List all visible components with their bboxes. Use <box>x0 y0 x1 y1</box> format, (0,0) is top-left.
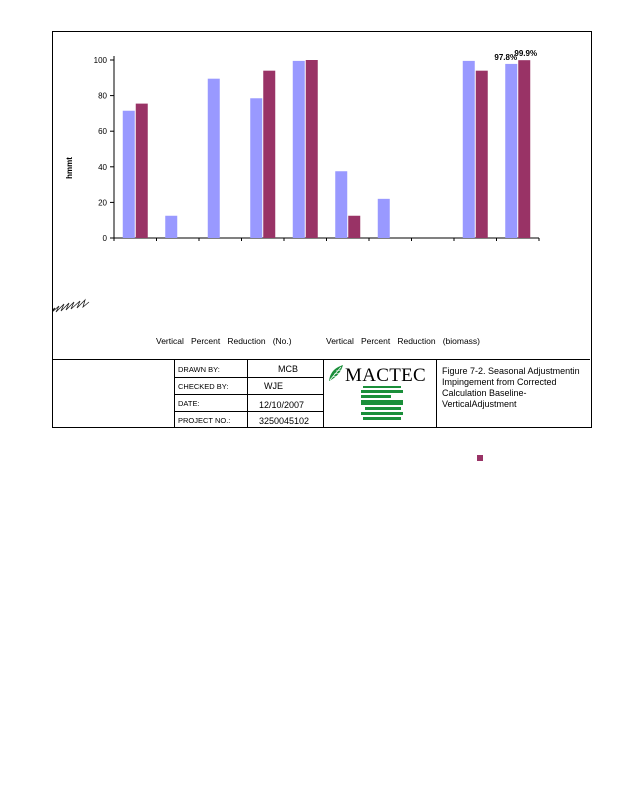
checked-by-value: WJE <box>264 381 283 391</box>
y-tick-label: 100 <box>93 56 107 65</box>
bar-series1-cat7 <box>378 199 390 238</box>
checked-by-label: CHECKED BY: <box>178 382 229 391</box>
drawn-by-label: DRAWN BY: <box>178 365 220 374</box>
y-tick-label: 40 <box>98 162 107 172</box>
legend-entry-number: Vertical Percent Reduction (No.) <box>156 336 292 346</box>
bar-series1-cat6 <box>335 171 347 238</box>
data-label: 99.9% <box>514 49 538 59</box>
bar-series1-cat5 <box>293 61 305 238</box>
chart-labels <box>494 49 537 62</box>
y-axis-label: hmmt <box>65 157 74 179</box>
legend-entry-biomass: Vertical Percent Reduction (biomass) <box>326 336 481 346</box>
bar-series2-cat5 <box>306 60 318 238</box>
date-value: 12/10/2007 <box>259 400 305 410</box>
bar-series2-cat4 <box>263 71 275 238</box>
bar-series1-cat1 <box>123 111 135 238</box>
bar-series2-cat10 <box>518 60 530 238</box>
bar-series1-cat10 <box>505 64 517 238</box>
y-tick-label: 0 <box>102 234 107 243</box>
chart-frame <box>52 31 592 428</box>
project-value: 3250045102 <box>259 416 310 426</box>
chart-bars <box>123 60 531 238</box>
title-block <box>53 359 590 428</box>
bar-series1-cat2 <box>165 216 177 238</box>
mactec-stripe-logo-icon <box>361 386 403 424</box>
bar-series2-cat6 <box>348 216 360 238</box>
bar-series2-cat1 <box>136 104 148 238</box>
company-logo-text: MACTEC <box>345 365 426 386</box>
bar-series1-cat9 <box>463 61 475 238</box>
legend-marker-square <box>477 455 483 461</box>
y-tick-label: 20 <box>98 198 107 208</box>
bar-series1-cat3 <box>208 79 220 238</box>
bar-series2-cat9 <box>476 71 488 238</box>
mactec-leaf-icon <box>326 363 346 383</box>
bar-chart <box>53 32 590 359</box>
bar-series1-cat4 <box>250 98 262 238</box>
figure-title: Figure 7-2. Seasonal Adjustmentin Impingement from Corrected Calculation Baseline-VerticalAdjustment <box>442 366 580 409</box>
drawn-by-value: MCB <box>278 364 298 374</box>
y-tick-label: 60 <box>98 127 107 137</box>
y-tick-label: 80 <box>98 91 107 101</box>
date-label: DATE: <box>178 399 200 408</box>
data-label: 97.8% <box>494 52 518 62</box>
signature-scribble <box>53 300 89 315</box>
project-label: PROJECT NO.: <box>178 416 231 425</box>
